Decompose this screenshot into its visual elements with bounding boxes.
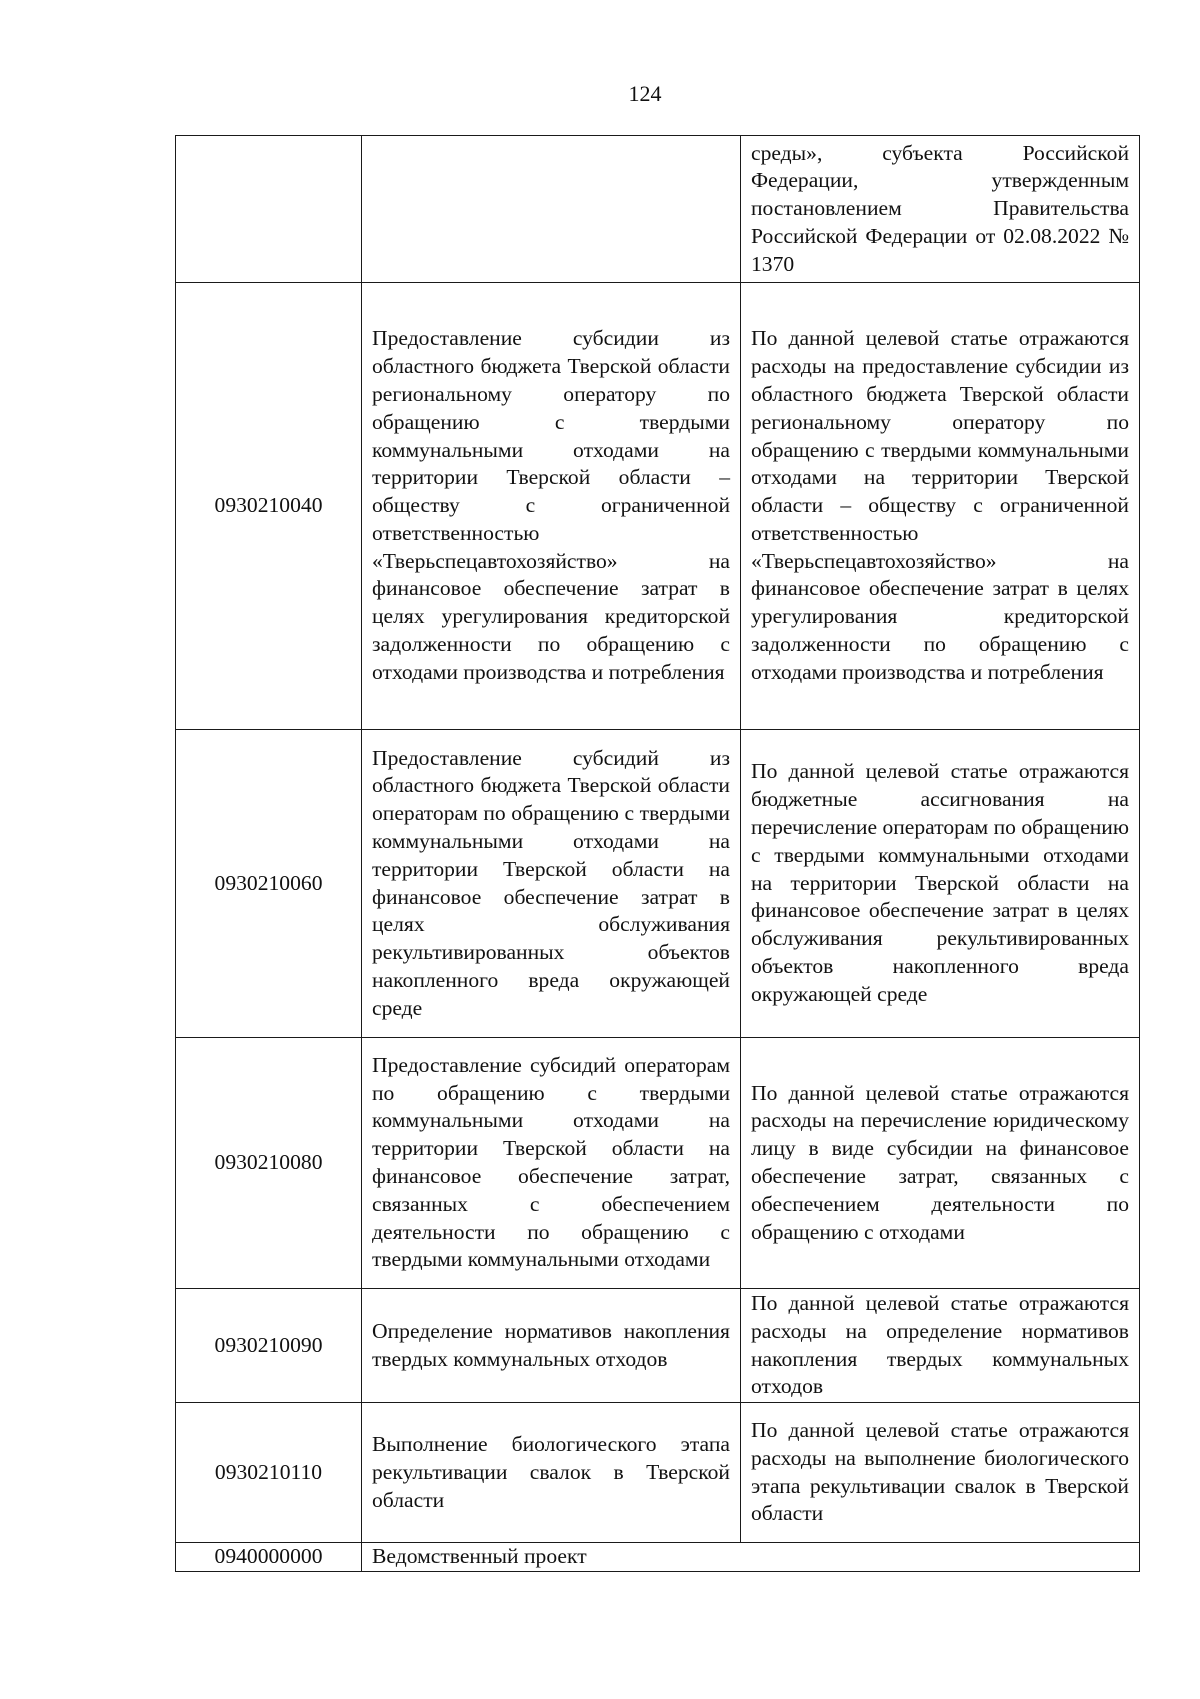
code-cell: 0940000000 (176, 1543, 362, 1572)
table-row (176, 1403, 1140, 1543)
description-cell: среды», субъекта Российской Федерации, утвержденным постановлением Правительства Российской Федерации от 02.08.2022 № 1370 (741, 136, 1140, 283)
budget-classification-table (175, 135, 1140, 1572)
table-row (176, 1289, 1140, 1403)
table-row (176, 1543, 1140, 1572)
description-cell: По данной целевой статье отражаются расходы на выполнение биологического этапа рекультивации свалок в Тверской области (741, 1403, 1140, 1543)
name-cell (362, 136, 741, 283)
table-row (176, 136, 1140, 283)
description-cell: По данной целевой статье отражаются расходы на предоставление субсидии из областного бюджета Тверской области региональному оператору по обращению с твердыми коммунальными отходами на территории Тверской области – обществу с ограниченной ответственностью «Тверьспецавтохозяйство» на финансовое обеспечение затрат в целях урегулирования кредиторской задолженности по обращению с отходами производства и потребления (741, 283, 1140, 730)
code-cell: 0930210060 (176, 730, 362, 1038)
table-row (176, 283, 1140, 730)
table-row (176, 1038, 1140, 1289)
code-cell: 0930210110 (176, 1403, 362, 1543)
description-cell: По данной целевой статье отражаются расходы на перечисление юридическому лицу в виде субсидии на финансовое обеспечение затрат, связанных с обеспечением деятельности по обращению с отходами (741, 1038, 1140, 1289)
name-cell: Предоставление субсидии из областного бюджета Тверской области региональному оператору по обращению с твердыми коммунальными отходами на территории Тверской области – обществу с ограниченной ответственностью «Тверьспецавтохозяйство» на финансовое обеспечение затрат в целях урегулирования кредиторской задолженности по обращению с отходами производства и потребления (362, 283, 741, 730)
name-cell: Предоставление субсидий операторам по обращению с твердыми коммунальными отходами на территории Тверской области на финансовое обеспечение затрат, связанных с обеспечением деятельности по обращению с твердыми коммунальными отходами (362, 1038, 741, 1289)
page-number: 124 (628, 81, 662, 106)
code-cell: 0930210080 (176, 1038, 362, 1289)
name-cell: Ведомственный проект (362, 1543, 1140, 1572)
description-cell: По данной целевой статье отражаются бюджетные ассигнования на перечисление операторам по обращению с твердыми коммунальными отходами на территории Тверской области на финансовое обеспечение затрат в целях обслуживания рекультивированных объектов накопленного вреда окружающей среде (741, 730, 1140, 1038)
name-cell: Выполнение биологического этапа рекультивации свалок в Тверской области (362, 1403, 741, 1543)
description-cell: По данной целевой статье отражаются расходы на определение нормативов накопления твердых коммунальных отходов (741, 1289, 1140, 1403)
code-cell (176, 136, 362, 283)
code-cell: 0930210040 (176, 283, 362, 730)
table-row (176, 730, 1140, 1038)
name-cell: Определение нормативов накопления твердых коммунальных отходов (362, 1289, 741, 1403)
name-cell: Предоставление субсидий из областного бюджета Тверской области операторам по обращению с твердыми коммунальными отходами на территории Тверской области на финансовое обеспечение затрат в целях обслуживания рекультивированных объектов накопленного вреда окружающей среде (362, 730, 741, 1038)
code-cell: 0930210090 (176, 1289, 362, 1403)
